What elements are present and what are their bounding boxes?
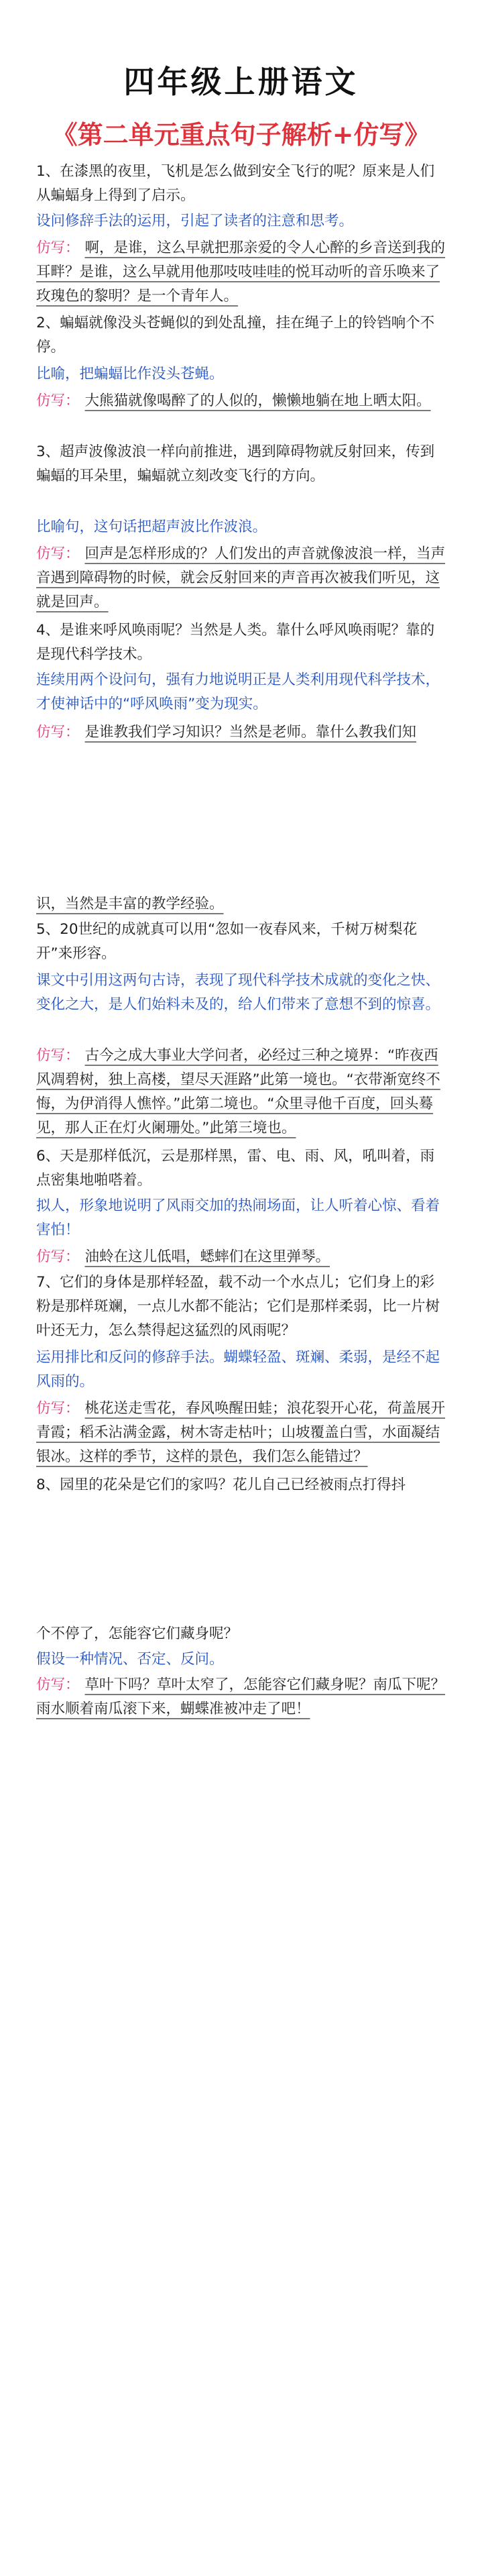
imitation-text: 啊，是谁，这么早就把那亲爱的令人心醉的乡音送到我的耳畔？是谁，这么早就用他那吱吱哇哇的悦耳动听的音乐唤来了玫瑰色的黎明？是一个青年人。: [36, 239, 446, 305]
item-2-analysis: 比喻，把蝙蝠比作没头苍蝇。: [36, 366, 224, 382]
item-8-imitation: [36, 1673, 446, 1721]
item-5-imitation: [36, 1044, 446, 1140]
item-6-analysis: 拟人，形象地说明了风雨交加的热闹场面，让人听着心惊、看着害怕！: [36, 1197, 440, 1238]
item-4-analysis: 连续用两个设问句，强有力地说明正是人类利用现代科学技术，才使神话中的“呼风唤雨”变为现实。: [36, 672, 440, 712]
item-4-imitation: [36, 720, 446, 745]
imitation-label: 仿写：: [36, 724, 80, 741]
imitation-text: 草叶下吗？草叶太窄了，怎能容它们藏身呢？南瓜下呢？雨水顺着南瓜滚下来，蝴蝶准被冲走了吧！: [36, 1676, 446, 1717]
imitation-text: 回声是怎样形成的？人们发出的声音就像波浪一样，当声音遇到障碍物的时候，就会反射回来的声音再次被我们听见，这就是回声。: [36, 545, 446, 610]
imitation-label: 仿写：: [36, 1400, 80, 1417]
item-8-analysis: 假设一种情况、否定、反问。: [36, 1651, 224, 1668]
item-6-imitation: [36, 1245, 446, 1269]
item-3-sentence: 3、超声波像波浪一样向前推进，遇到障碍物就反射回来，传到蝙蝠的耳朵里，蝙蝠就立刻改变飞行的方向。: [36, 443, 435, 484]
item-7-sentence: 7、它们的身体是那样轻盈，载不动一个水点儿；它们身上的彩粉是那样斑斓，一点儿水都不能沾；它们是那样柔弱，比一片树叶还无力，怎么禁得起这猛烈的风雨呢？: [36, 1274, 440, 1339]
item-3-analysis: 比喻句，这句话把超声波比作波浪。: [36, 519, 267, 535]
item-1-sentence: 1、在漆黑的夜里，飞机是怎么做到安全飞行的呢？原来是人们从蝙蝠身上得到了启示。: [36, 163, 435, 204]
item-4-imitation-continued: [36, 892, 446, 916]
item-7-imitation: [36, 1397, 446, 1469]
item-3-imitation: [36, 542, 446, 614]
imitation-text: 识，当然是丰富的教学经验。: [36, 896, 224, 912]
imitation-label: 仿写：: [36, 545, 80, 562]
imitation-text: 桃花送走雪花，春风唤醒田蛙；浪花裂开心花，荷盖展开青霞；稻禾沾满金露，树木寄走枯叶；山坡覆盖白雪，水面凝结银冰。这样的季节，这样的景色，我们怎么能错过？: [36, 1400, 446, 1465]
imitation-label: 仿写：: [36, 1248, 80, 1265]
imitation-label: 仿写：: [36, 239, 80, 256]
imitation-text: 古今之成大事业大学问者，必经过三种之境界：“昨夜西风凋碧树，独上高楼，望尽天涯路”此第一境也。“衣带渐宽终不悔，为伊消得人憔悴。”此第二境也。“众里寻他千百度，回头蓦见，那人正在灯火阑珊处。”此第三境也。: [36, 1047, 440, 1136]
item-7-analysis: 运用排比和反问的修辞手法。蝴蝶轻盈、斑斓、柔弱，是经不起风雨的。: [36, 1349, 440, 1390]
item-2-imitation: [36, 389, 446, 413]
item-2-sentence: 2、蝙蝠就像没头苍蝇似的到处乱撞，挂在绳子上的铃铛响个不停。: [36, 315, 435, 356]
item-6-sentence: 6、天是那样低沉，云是那样黑，雷、电、雨、风，吼叫着，雨点密集地啪嗒着。: [36, 1148, 435, 1189]
page-subtitle: 《第二单元重点句子解析+仿写》: [52, 120, 430, 150]
imitation-label: 仿写：: [36, 392, 80, 409]
item-1-imitation: [36, 236, 446, 309]
item-5-analysis: 课文中引用这两句古诗，表现了现代科学技术成就的变化之快、变化之大，是人们始料未及的，给人们带来了意想不到的惊喜。: [36, 972, 440, 1013]
item-1-analysis: 设问修辞手法的运用，引起了读者的注意和思考。: [36, 213, 354, 229]
page-title: 四年级上册语文: [123, 64, 359, 100]
imitation-label: 仿写：: [36, 1047, 80, 1064]
imitation-text: 大熊猫就像喝醉了的人似的，懒懒地躺在地上晒太阳。: [84, 392, 431, 409]
item-8-sentence: 8、园里的花朵是它们的家吗？花儿自己已经被雨点打得抖: [36, 1477, 406, 1493]
item-5-sentence: 5、20世纪的成就真可以用“忽如一夜春风来，千树万树梨花开”来形容。: [36, 921, 418, 962]
imitation-text: 油蛉在这儿低唱，蟋蟀们在这里弹琴。: [84, 1248, 330, 1265]
item-4-sentence: 4、是谁来呼风唤雨呢？当然是人类。靠什么呼风唤雨呢？靠的是现代科学技术。: [36, 622, 435, 663]
item-8-sentence-continued: 个不停了，怎能容它们藏身呢？: [36, 1625, 239, 1642]
imitation-text: 是谁教我们学习知识？当然是老师。靠什么教我们知: [84, 724, 417, 741]
imitation-label: 仿写：: [36, 1676, 80, 1693]
